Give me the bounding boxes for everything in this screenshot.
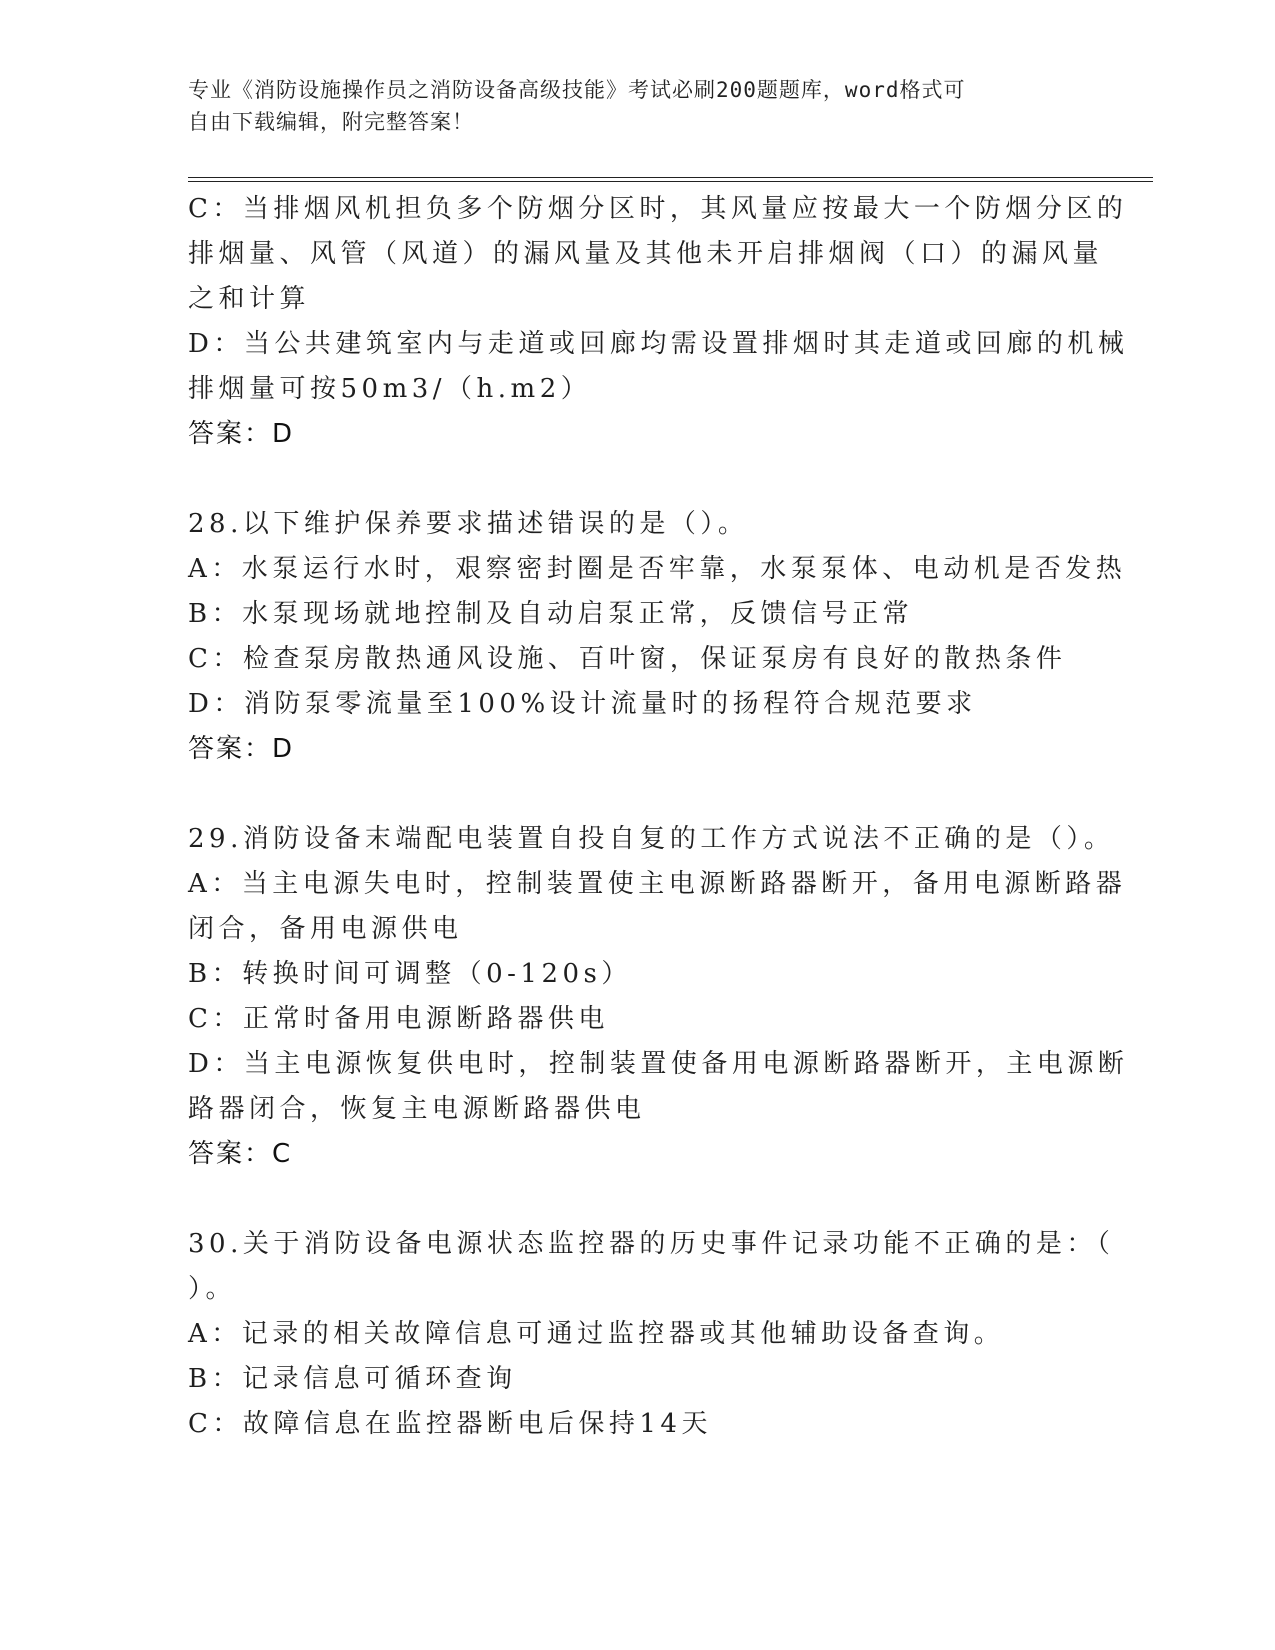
q29-option-c: C：正常时备用电源断路器供电 [188, 1004, 609, 1034]
header-line-1: 专业《消防设施操作员之消防设备高级技能》考试必刷200题题库，word格式可 [188, 78, 966, 102]
question-28-text: 28.以下维护保养要求描述错误的是（）。 [188, 509, 749, 539]
option-c-line-1: C：当排烟风机担负多个防烟分区时，其风量应按最大一个防烟分区的 [188, 194, 1128, 224]
q29-option-d-line-1: D：当主电源恢复供电时，控制装置使备用电源断路器断开，主电源断 [188, 1049, 1129, 1079]
q30-option-b: B：记录信息可循环查询 [188, 1364, 517, 1394]
option-c-line-3: 之和计算 [188, 284, 311, 314]
option-c-line-2: 排烟量、风管（风道）的漏风量及其他未开启排烟阀（口）的漏风量 [188, 239, 1104, 269]
question-30-text-line-2: ）。 [188, 1274, 237, 1304]
q29-answer: 答案：C [188, 1139, 293, 1169]
q29-option-a-line-1: A：当主电源失电时，控制装置使主电源断路器断开，备用电源断路器 [188, 869, 1127, 899]
option-d-line-2: 排烟量可按50m3/（h.m2） [188, 374, 592, 404]
header-line-2: 自由下载编辑，附完整答案！ [188, 110, 474, 134]
question-30-text-line-1: 30.关于消防设备电源状态监控器的历史事件记录功能不正确的是：（ [188, 1229, 1115, 1259]
q28-option-b: B：水泵现场就地控制及自动启泵正常，反馈信号正常 [188, 599, 914, 629]
q28-option-a: A：水泵运行水时，艰察密封圈是否牢靠，水泵泵体、电动机是否发热 [188, 554, 1127, 584]
q30-option-c: C：故障信息在监控器断电后保持14天 [188, 1409, 712, 1439]
q28-option-d: D：消防泵零流量至100%设计流量时的扬程符合规范要求 [188, 689, 977, 719]
header-rule-bottom [188, 181, 1153, 182]
q28-option-c: C：检查泵房散热通风设施、百叶窗，保证泵房有良好的散热条件 [188, 644, 1067, 674]
q29-option-d-line-2: 路器闭合，恢复主电源断路器供电 [188, 1094, 646, 1124]
q28-answer: 答案：D [188, 734, 295, 764]
q29-option-a-line-2: 闭合，备用电源供电 [188, 914, 463, 944]
q30-option-a: A：记录的相关故障信息可通过监控器或其他辅助设备查询。 [188, 1319, 1005, 1349]
document-header [188, 74, 1068, 138]
header-rule-top [188, 177, 1153, 178]
question-29-text: 29.消防设备末端配电装置自投自复的工作方式说法不正确的是（）。 [188, 824, 1115, 854]
option-d-line-1: D：当公共建筑室内与走道或回廊均需设置排烟时其走道或回廊的机械 [188, 329, 1129, 359]
answer-label: 答案：D [188, 419, 295, 449]
q29-option-b: B：转换时间可调整（0-120s） [188, 959, 632, 989]
